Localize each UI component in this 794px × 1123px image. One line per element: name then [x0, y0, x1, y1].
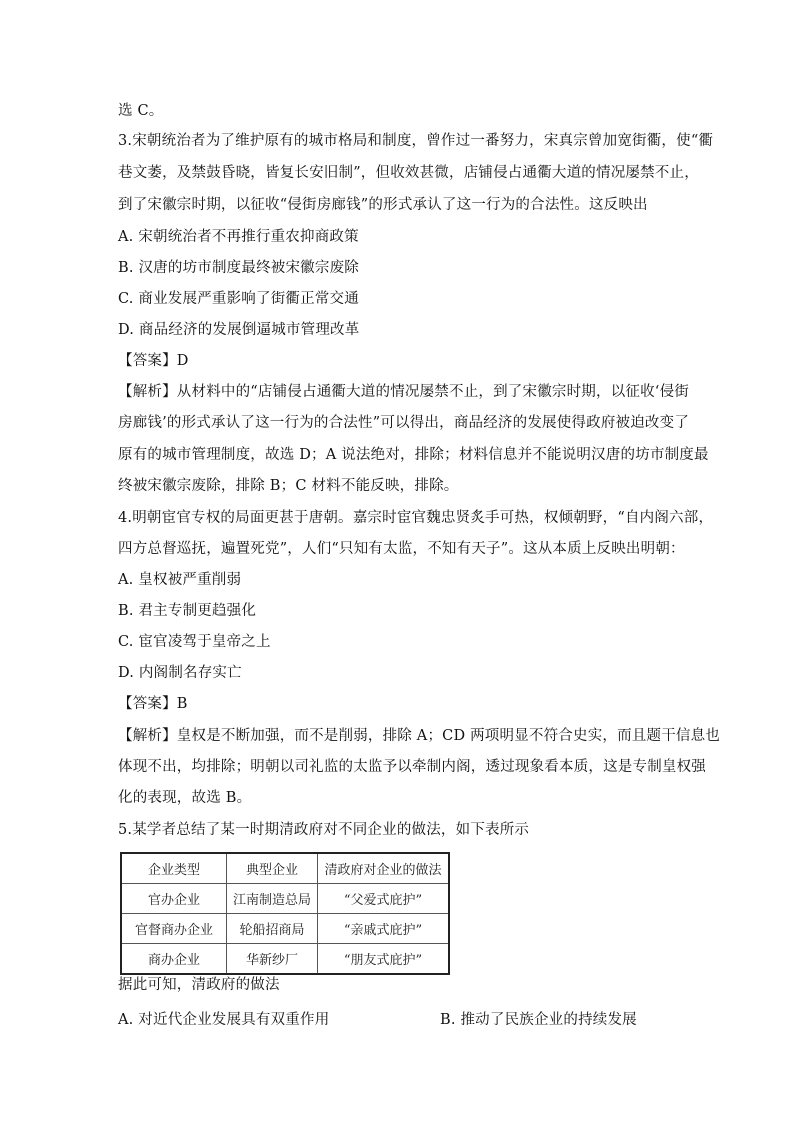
table-cell: 轮船招商局: [227, 914, 318, 944]
question-5-prompt: 据此可知，清政府的做法: [118, 977, 280, 993]
table-cell: 江南制造总局: [227, 884, 318, 914]
table-cell: 官办企业: [121, 884, 227, 914]
option-c: C. 宦官凌驾于皇帝之上: [118, 634, 271, 650]
table-header-row: [121, 853, 449, 884]
question-3-stem: 巷文萎，及禁鼓昏晓，皆复长安旧制”，但收效甚微，店铺侵占通衢大道的情况屡禁不止，: [118, 165, 699, 181]
table-cell: “亲戚式庇护”: [318, 914, 450, 944]
analysis: 体现不出，均排除；明朝以司礼监的太监予以牵制内阁，透过现象看本质，这是专制皇权强: [118, 759, 706, 775]
table-header-cell: 典型企业: [227, 853, 318, 884]
table-cell: “朋友式庇护”: [318, 944, 450, 975]
question-5-stem: 5.某学者总结了某一时期清政府对不同企业的做法，如下表所示: [118, 822, 530, 838]
answer: 【答案】D: [118, 353, 189, 369]
analysis: 【解析】从材料中的“店铺侵占通衢大道的情况屡禁不止，到了宋徽宗时期，以征收‘侵街: [118, 384, 690, 400]
table-cell: 商办企业: [121, 944, 227, 975]
question-4-stem: 四方总督巡抚，遍置死党”，人们“只知有太监，不知有天子”。这从本质上反映出明朝：: [118, 541, 685, 557]
table-header-cell: 清政府对企业的做法: [318, 853, 450, 884]
enterprise-table: [120, 852, 450, 975]
answer: 【答案】B: [118, 696, 188, 712]
table-cell: 华新纱厂: [227, 944, 318, 975]
option-b: B. 汉唐的坊市制度最终被宋徽宗废除: [118, 260, 359, 276]
analysis: 原有的城市管理制度，故选 D；A 说法绝对，排除；材料信息并不能说明汉唐的坊市制度最: [118, 447, 709, 463]
analysis: 房廊钱’的形式承认了这一行为的合法性”可以得出，商品经济的发展使得政府被迫改变了: [118, 415, 690, 431]
option-d: D. 商品经济的发展倒逼城市管理改革: [118, 322, 360, 338]
option-d: D. 内阁制名存实亡: [118, 665, 242, 681]
table-cell: “父爱式庇护”: [318, 884, 450, 914]
option-a: A. 皇权被严重削弱: [118, 572, 242, 588]
option-a: A. 宋朝统治者不再推行重农抑商政策: [118, 229, 359, 245]
text-line: 选 C。: [118, 103, 164, 119]
option-b: B. 推动了民族企业的持续发展: [440, 1012, 637, 1028]
option-b: B. 君主专制更趋强化: [118, 603, 257, 619]
question-3-stem: 到了宋徽宗时期，以征收“侵街房廊钱”的形式承认了这一行为的合法性。这反映出: [118, 197, 648, 213]
option-c: C. 商业发展严重影响了街衢正常交通: [118, 291, 359, 307]
question-4-stem: 4.明朝宦官专权的局面更甚于唐朝。嘉宗时宦官魏忠贤炙手可热，权倾朝野，“自内阁六部，: [118, 510, 714, 526]
analysis: 化的表现，故选 B。: [118, 790, 252, 806]
analysis: 终被宋徽宗废除，排除 B；C 材料不能反映，排除。: [118, 478, 459, 494]
table-header-cell: 企业类型: [121, 853, 227, 884]
table-cell: 官督商办企业: [121, 914, 227, 944]
table-row: [121, 884, 449, 914]
question-3-stem: 3.宋朝统治者为了维护原有的城市格局和制度，曾作过一番努力，宋真宗曾加宽街衢，使“衢: [118, 133, 714, 149]
table-row: [121, 944, 449, 975]
analysis: 【解析】皇权是不断加强，而不是削弱，排除 A；CD 两项明显不符合史实，而且题干信息也: [118, 728, 721, 744]
option-a: A. 对近代企业发展具有双重作用: [118, 1012, 330, 1028]
table-row: [121, 914, 449, 944]
